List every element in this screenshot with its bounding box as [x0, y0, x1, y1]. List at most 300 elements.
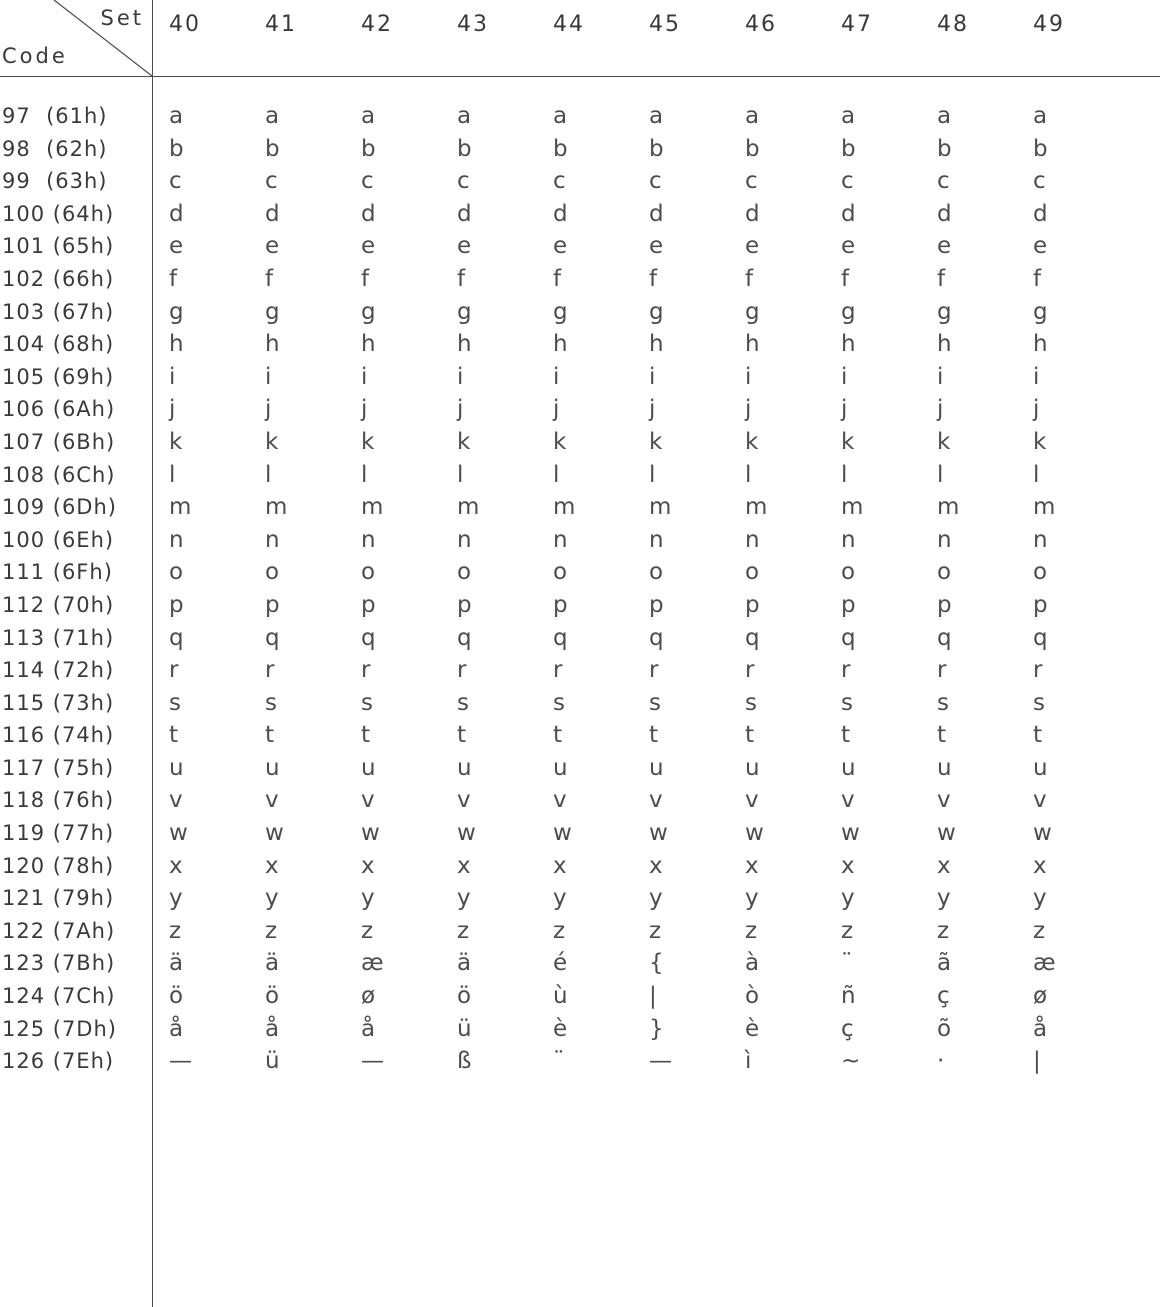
glyph-cell: y	[1033, 885, 1047, 912]
column-header-48: 48	[937, 12, 969, 37]
glyph-cell: t	[649, 722, 659, 749]
glyph-cell: s	[553, 689, 565, 716]
row-cells	[152, 919, 1160, 943]
glyph-cell: à	[745, 950, 760, 977]
glyph-cell: ø	[1033, 983, 1048, 1010]
glyph-cell: m	[745, 494, 768, 521]
glyph-cell: l	[1033, 461, 1040, 488]
row-cells	[152, 593, 1160, 617]
row-cells	[152, 951, 1160, 975]
glyph-cell: w	[169, 820, 188, 847]
row-code-label: 116 (74h)	[2, 723, 115, 748]
table-row	[0, 626, 1160, 659]
glyph-cell: t	[841, 722, 851, 749]
glyph-cell: n	[841, 526, 856, 553]
glyph-cell: k	[745, 428, 759, 455]
glyph-cell: o	[745, 559, 760, 586]
glyph-cell: c	[841, 168, 854, 195]
row-cells	[152, 104, 1160, 128]
glyph-cell: i	[553, 363, 560, 390]
row-cells	[152, 658, 1160, 682]
glyph-cell: e	[265, 233, 280, 260]
glyph-cell: s	[937, 689, 949, 716]
glyph-cell: b	[841, 135, 856, 162]
glyph-cell: ·	[937, 1048, 945, 1075]
glyph-cell: n	[361, 526, 376, 553]
glyph-cell: g	[265, 298, 280, 325]
glyph-cell: —	[361, 1048, 384, 1075]
glyph-cell: l	[169, 461, 176, 488]
glyph-cell: l	[937, 461, 944, 488]
glyph-cell: h	[649, 331, 664, 358]
glyph-cell: a	[265, 103, 280, 129]
glyph-cell: s	[745, 689, 757, 716]
glyph-cell: a	[361, 103, 376, 129]
glyph-cell: õ	[937, 1015, 952, 1042]
glyph-cell: o	[649, 559, 664, 586]
glyph-cell: r	[553, 657, 563, 684]
glyph-cell: è	[745, 1015, 760, 1042]
row-code-label: 109 (6Dh)	[2, 495, 117, 520]
row-cells	[152, 1017, 1160, 1041]
row-cells	[152, 137, 1160, 161]
glyph-cell: j	[1033, 396, 1040, 423]
glyph-cell: x	[841, 852, 855, 879]
glyph-cell: j	[361, 396, 368, 423]
table-row	[0, 300, 1160, 333]
glyph-cell: a	[457, 103, 472, 129]
glyph-cell: q	[457, 624, 472, 651]
glyph-cell: k	[457, 428, 471, 455]
glyph-cell: j	[649, 396, 656, 423]
glyph-cell: p	[265, 591, 280, 618]
glyph-cell: q	[361, 624, 376, 651]
glyph-cell: r	[937, 657, 947, 684]
glyph-cell: d	[1033, 200, 1048, 227]
table-row	[0, 1017, 1160, 1050]
row-cells	[152, 267, 1160, 291]
glyph-cell: u	[1033, 754, 1048, 781]
glyph-cell: ù	[553, 983, 568, 1010]
table-row	[0, 104, 1160, 137]
glyph-cell: e	[841, 233, 856, 260]
glyph-cell: x	[553, 852, 567, 879]
glyph-cell: å	[361, 1015, 376, 1042]
glyph-cell: j	[937, 396, 944, 423]
glyph-cell: v	[649, 787, 663, 814]
glyph-cell: ç	[841, 1015, 854, 1042]
glyph-cell: f	[745, 265, 754, 292]
row-code-label: 101 (65h)	[2, 234, 115, 259]
row-code-label: 104 (68h)	[2, 332, 115, 357]
glyph-cell: a	[649, 103, 664, 129]
glyph-cell: w	[457, 820, 476, 847]
glyph-cell: k	[553, 428, 567, 455]
glyph-cell: p	[169, 591, 184, 618]
table-row	[0, 854, 1160, 887]
glyph-cell: i	[457, 363, 464, 390]
glyph-cell: o	[265, 559, 280, 586]
glyph-cell: p	[553, 591, 568, 618]
glyph-cell: y	[457, 885, 471, 912]
glyph-cell: d	[649, 200, 664, 227]
glyph-cell: g	[649, 298, 664, 325]
table-row	[0, 495, 1160, 528]
glyph-cell: k	[841, 428, 855, 455]
glyph-cell: x	[265, 852, 279, 879]
glyph-cell: q	[745, 624, 760, 651]
table-row	[0, 332, 1160, 365]
glyph-cell: v	[457, 787, 471, 814]
table-row	[0, 886, 1160, 919]
row-cells	[152, 397, 1160, 421]
row-code-label: 100 (6Eh)	[2, 527, 115, 552]
glyph-cell: v	[553, 787, 567, 814]
table-row	[0, 788, 1160, 821]
glyph-cell: t	[265, 722, 275, 749]
glyph-cell: c	[649, 168, 662, 195]
glyph-cell: m	[457, 494, 480, 521]
glyph-cell: g	[169, 298, 184, 325]
glyph-cell: s	[1033, 689, 1045, 716]
glyph-cell: a	[1033, 103, 1048, 129]
glyph-cell: s	[841, 689, 853, 716]
glyph-cell: u	[841, 754, 856, 781]
glyph-cell: x	[457, 852, 471, 879]
table-row	[0, 919, 1160, 952]
glyph-cell: w	[841, 820, 860, 847]
glyph-cell: ø	[361, 983, 376, 1010]
column-header-43: 43	[457, 12, 489, 37]
glyph-cell: c	[553, 168, 566, 195]
glyph-cell: u	[937, 754, 952, 781]
glyph-cell: e	[361, 233, 376, 260]
glyph-cell: c	[361, 168, 374, 195]
row-cells	[152, 495, 1160, 519]
glyph-cell: r	[745, 657, 755, 684]
table-row	[0, 169, 1160, 202]
glyph-cell: o	[553, 559, 568, 586]
glyph-cell: ¨	[553, 1048, 565, 1075]
glyph-cell: d	[169, 200, 184, 227]
row-code-label: 114 (72h)	[2, 658, 115, 683]
glyph-cell: ö	[457, 983, 472, 1010]
glyph-cell: }	[649, 1015, 664, 1042]
glyph-cell: j	[169, 396, 176, 423]
glyph-cell: j	[553, 396, 560, 423]
glyph-cell: v	[841, 787, 855, 814]
glyph-cell: l	[265, 461, 272, 488]
glyph-cell: e	[553, 233, 568, 260]
glyph-cell: p	[937, 591, 952, 618]
glyph-cell: b	[553, 135, 568, 162]
glyph-cell: q	[169, 624, 184, 651]
glyph-cell: p	[745, 591, 760, 618]
row-code-label: 115 (73h)	[2, 690, 115, 715]
glyph-cell: t	[937, 722, 947, 749]
glyph-cell: q	[649, 624, 664, 651]
table-row	[0, 430, 1160, 463]
glyph-cell: a	[169, 103, 184, 129]
row-cells	[152, 886, 1160, 910]
glyph-cell: q	[937, 624, 952, 651]
glyph-cell: a	[841, 103, 856, 129]
glyph-cell: q	[1033, 624, 1048, 651]
glyph-cell: l	[553, 461, 560, 488]
table-corner-header	[0, 0, 152, 76]
glyph-cell: h	[553, 331, 568, 358]
glyph-cell: n	[457, 526, 472, 553]
glyph-cell: z	[841, 917, 854, 944]
glyph-cell: m	[361, 494, 384, 521]
glyph-cell: q	[553, 624, 568, 651]
row-code-label: 106 (6Ah)	[2, 397, 116, 422]
glyph-cell: h	[361, 331, 376, 358]
glyph-cell: o	[169, 559, 184, 586]
glyph-cell: v	[745, 787, 759, 814]
glyph-cell: c	[457, 168, 470, 195]
glyph-cell: j	[265, 396, 272, 423]
glyph-cell: c	[745, 168, 758, 195]
glyph-cell: z	[265, 917, 278, 944]
glyph-cell: ß	[457, 1048, 472, 1075]
glyph-cell: w	[361, 820, 380, 847]
glyph-cell: i	[169, 363, 176, 390]
glyph-cell: b	[265, 135, 280, 162]
glyph-cell: i	[265, 363, 272, 390]
column-header-45: 45	[649, 12, 681, 37]
glyph-cell: ñ	[841, 983, 856, 1010]
glyph-cell: f	[649, 265, 658, 292]
glyph-cell: m	[841, 494, 864, 521]
row-code-label: 126 (7Eh)	[2, 1049, 115, 1074]
glyph-cell: c	[937, 168, 950, 195]
table-row	[0, 593, 1160, 626]
row-code-label: 97 (61h)	[2, 104, 108, 128]
glyph-cell: c	[1033, 168, 1046, 195]
row-cells	[152, 365, 1160, 389]
column-header-41: 41	[265, 12, 297, 37]
glyph-cell: å	[1033, 1015, 1048, 1042]
row-code-label: 122 (7Ah)	[2, 918, 116, 943]
glyph-cell: f	[937, 265, 946, 292]
table-row	[0, 560, 1160, 593]
glyph-cell: g	[937, 298, 952, 325]
glyph-cell: p	[649, 591, 664, 618]
row-cells	[152, 691, 1160, 715]
glyph-cell: r	[841, 657, 851, 684]
glyph-cell: ü	[265, 1048, 280, 1075]
table-row	[0, 202, 1160, 235]
glyph-cell: m	[553, 494, 576, 521]
table-row	[0, 397, 1160, 430]
glyph-cell: f	[457, 265, 466, 292]
glyph-cell: |	[649, 983, 657, 1010]
glyph-cell: g	[745, 298, 760, 325]
glyph-cell: l	[457, 461, 464, 488]
glyph-cell: p	[841, 591, 856, 618]
glyph-cell: y	[649, 885, 663, 912]
glyph-cell: ä	[457, 950, 472, 977]
glyph-cell: b	[745, 135, 760, 162]
row-code-label: 125 (7Dh)	[2, 1016, 117, 1041]
glyph-cell: n	[169, 526, 184, 553]
glyph-cell: n	[745, 526, 760, 553]
glyph-cell: æ	[1033, 950, 1056, 977]
row-cells	[152, 430, 1160, 454]
glyph-cell: l	[361, 461, 368, 488]
row-code-label: 120 (78h)	[2, 853, 115, 878]
glyph-cell: n	[937, 526, 952, 553]
glyph-cell: ¨	[841, 950, 853, 977]
glyph-cell: m	[937, 494, 960, 521]
row-cells	[152, 626, 1160, 650]
glyph-cell: k	[361, 428, 375, 455]
glyph-cell: r	[169, 657, 179, 684]
glyph-cell: a	[937, 103, 952, 129]
row-cells	[152, 723, 1160, 747]
table-row	[0, 984, 1160, 1017]
glyph-cell: d	[937, 200, 952, 227]
glyph-cell: o	[841, 559, 856, 586]
glyph-cell: h	[937, 331, 952, 358]
glyph-cell: b	[361, 135, 376, 162]
glyph-cell: o	[457, 559, 472, 586]
glyph-cell: g	[1033, 298, 1048, 325]
glyph-cell: h	[457, 331, 472, 358]
glyph-cell: w	[265, 820, 284, 847]
glyph-cell: u	[649, 754, 664, 781]
table-row	[0, 691, 1160, 724]
glyph-cell: b	[1033, 135, 1048, 162]
glyph-cell: j	[745, 396, 752, 423]
table-row	[0, 267, 1160, 300]
glyph-cell: x	[169, 852, 183, 879]
glyph-cell: i	[361, 363, 368, 390]
glyph-cell: f	[169, 265, 178, 292]
row-cells	[152, 463, 1160, 487]
glyph-cell: k	[1033, 428, 1047, 455]
row-code-label: 99 (63h)	[2, 169, 108, 194]
glyph-cell: r	[361, 657, 371, 684]
row-cells	[152, 984, 1160, 1008]
glyph-cell: e	[169, 233, 184, 260]
glyph-cell: w	[553, 820, 572, 847]
glyph-cell: ö	[265, 983, 280, 1010]
table-body	[0, 104, 1160, 1082]
glyph-cell: z	[169, 917, 182, 944]
column-header-46: 46	[745, 12, 777, 37]
table-row	[0, 723, 1160, 756]
glyph-cell: é	[553, 950, 568, 977]
row-code-label: 102 (66h)	[2, 266, 115, 291]
glyph-cell: l	[841, 461, 848, 488]
glyph-cell: h	[1033, 331, 1048, 358]
row-cells	[152, 300, 1160, 324]
glyph-cell: å	[169, 1015, 184, 1042]
glyph-cell: y	[361, 885, 375, 912]
glyph-cell: o	[1033, 559, 1048, 586]
glyph-cell: g	[361, 298, 376, 325]
glyph-cell: u	[745, 754, 760, 781]
glyph-cell: b	[937, 135, 952, 162]
row-code-label: 121 (79h)	[2, 886, 115, 911]
row-cells	[152, 169, 1160, 193]
glyph-cell: z	[361, 917, 374, 944]
table-row	[0, 528, 1160, 561]
glyph-cell: f	[1033, 265, 1042, 292]
glyph-cell: s	[457, 689, 469, 716]
glyph-cell: f	[553, 265, 562, 292]
row-code-label: 117 (75h)	[2, 755, 115, 780]
glyph-cell: d	[457, 200, 472, 227]
glyph-cell: z	[457, 917, 470, 944]
row-cells	[152, 202, 1160, 226]
glyph-cell: —	[649, 1048, 672, 1075]
glyph-cell: e	[649, 233, 664, 260]
glyph-cell: o	[937, 559, 952, 586]
glyph-cell: ü	[457, 1015, 472, 1042]
glyph-cell: z	[745, 917, 758, 944]
glyph-cell: h	[745, 331, 760, 358]
glyph-cell: d	[361, 200, 376, 227]
glyph-cell: m	[1033, 494, 1056, 521]
table-row	[0, 137, 1160, 170]
row-code-label: 100 (64h)	[2, 201, 115, 226]
glyph-cell: t	[457, 722, 467, 749]
glyph-cell: t	[553, 722, 563, 749]
row-code-label: 118 (76h)	[2, 788, 115, 813]
glyph-cell: i	[745, 363, 752, 390]
glyph-cell: g	[841, 298, 856, 325]
glyph-cell: r	[457, 657, 467, 684]
row-code-label: 98 (62h)	[2, 136, 108, 161]
glyph-cell: i	[1033, 363, 1040, 390]
glyph-cell: b	[649, 135, 664, 162]
glyph-cell: e	[745, 233, 760, 260]
table-row	[0, 951, 1160, 984]
glyph-cell: m	[265, 494, 288, 521]
row-cells	[152, 1049, 1160, 1073]
column-header-44: 44	[553, 12, 585, 37]
glyph-cell: d	[553, 200, 568, 227]
glyph-cell: s	[361, 689, 373, 716]
glyph-cell: z	[649, 917, 662, 944]
row-cells	[152, 528, 1160, 552]
column-header-40: 40	[169, 12, 201, 37]
table-row	[0, 756, 1160, 789]
glyph-cell: r	[265, 657, 275, 684]
glyph-cell: k	[937, 428, 951, 455]
column-header-row	[153, 12, 1160, 37]
row-code-label: 113 (71h)	[2, 625, 115, 650]
set-column-label: Set	[100, 6, 144, 30]
glyph-cell: e	[937, 233, 952, 260]
glyph-cell: x	[937, 852, 951, 879]
glyph-cell: u	[265, 754, 280, 781]
glyph-cell: r	[1033, 657, 1043, 684]
glyph-cell: k	[265, 428, 279, 455]
glyph-cell: i	[649, 363, 656, 390]
glyph-cell: b	[169, 135, 184, 162]
row-code-label: 119 (77h)	[2, 821, 115, 846]
glyph-cell: v	[265, 787, 279, 814]
glyph-cell: p	[1033, 591, 1048, 618]
glyph-cell: n	[265, 526, 280, 553]
glyph-cell: g	[457, 298, 472, 325]
glyph-cell: u	[553, 754, 568, 781]
glyph-cell: g	[553, 298, 568, 325]
